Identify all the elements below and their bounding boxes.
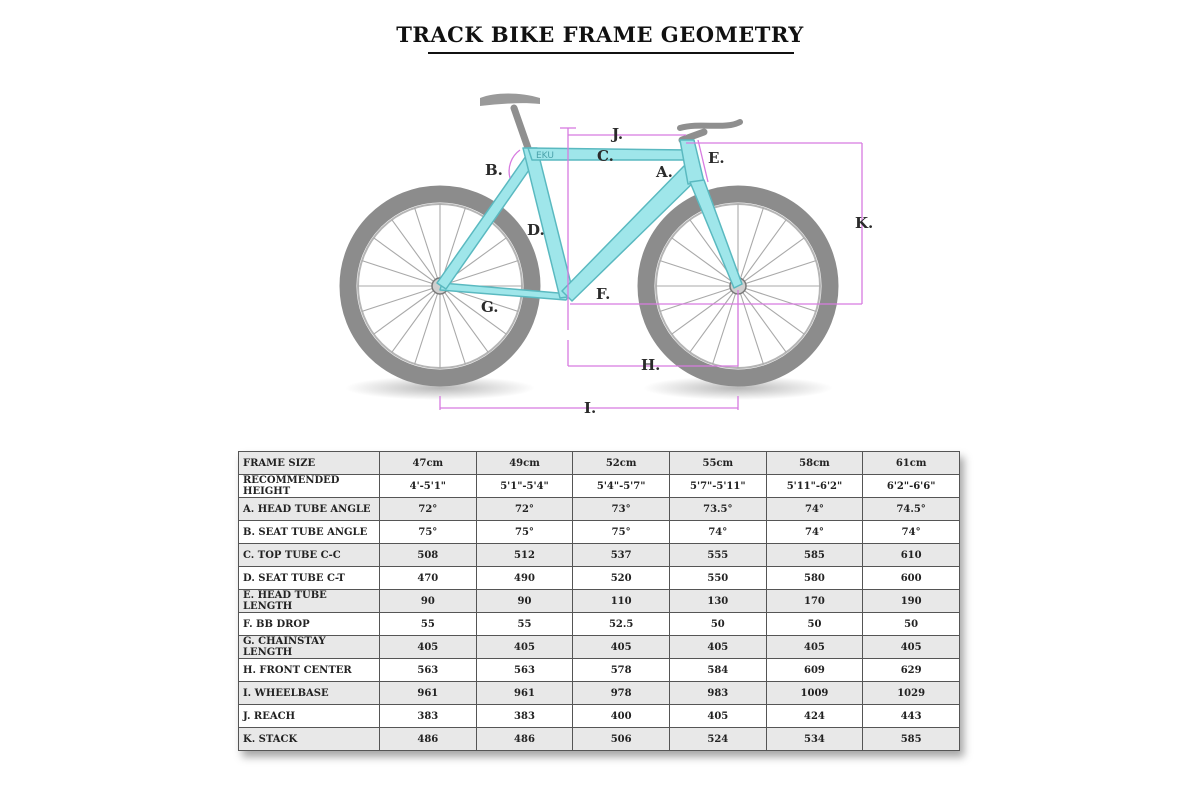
table-cell: 72°: [380, 498, 477, 521]
saddle-and-seatpost: [480, 94, 540, 149]
table-row: [239, 567, 960, 590]
table-row: [239, 659, 960, 682]
row-label: J. REACH: [239, 705, 380, 728]
table-cell: 52cm: [573, 452, 670, 475]
wheel-spoke: [374, 286, 440, 334]
table-cell: 90: [380, 590, 477, 613]
table-row: [239, 590, 960, 613]
table-row: [239, 544, 960, 567]
brand-mark: EKU: [536, 151, 554, 161]
table-cell: 90: [476, 590, 573, 613]
row-label: D. SEAT TUBE C-T: [239, 567, 380, 590]
table-cell: 443: [863, 705, 960, 728]
table-cell: 961: [380, 682, 477, 705]
label-h: H.: [641, 356, 661, 374]
table-cell: 512: [476, 544, 573, 567]
table-row: [239, 498, 960, 521]
table-cell: 600: [863, 567, 960, 590]
table-cell: 563: [476, 659, 573, 682]
table-cell: 55: [380, 613, 477, 636]
wheel-spoke: [672, 286, 738, 334]
rear-wheel: [348, 194, 532, 378]
table-row: [239, 475, 960, 498]
table-cell: 75°: [476, 521, 573, 544]
table-cell: 580: [766, 567, 863, 590]
table-row: [239, 636, 960, 659]
table-row: [239, 728, 960, 751]
table-cell: 170: [766, 590, 863, 613]
table-cell: 486: [380, 728, 477, 751]
table-cell: 50: [669, 613, 766, 636]
row-label: H. FRONT CENTER: [239, 659, 380, 682]
wheel-spoke: [738, 286, 763, 364]
table-cell: 405: [766, 636, 863, 659]
table-cell: 978: [573, 682, 670, 705]
handlebar-and-stem: [680, 122, 740, 140]
table-cell: 74°: [766, 521, 863, 544]
table-cell: 983: [669, 682, 766, 705]
table-cell: 74.5°: [863, 498, 960, 521]
table-cell: 61cm: [863, 452, 960, 475]
table-cell: 110: [573, 590, 670, 613]
label-i: I.: [584, 399, 597, 417]
label-d: D.: [527, 221, 545, 239]
wheel-spoke: [738, 238, 804, 286]
row-label: E. HEAD TUBE LENGTH: [239, 590, 380, 613]
row-label: K. STACK: [239, 728, 380, 751]
table-cell: 584: [669, 659, 766, 682]
table-cell: 609: [766, 659, 863, 682]
table-cell: 534: [766, 728, 863, 751]
wheel-spoke: [738, 220, 786, 286]
table-row: [239, 613, 960, 636]
table-cell: 55: [476, 613, 573, 636]
wheel-spoke: [362, 286, 440, 311]
table-cell: 563: [380, 659, 477, 682]
table-cell: 74°: [863, 521, 960, 544]
label-c: C.: [597, 147, 614, 165]
table-cell: 49cm: [476, 452, 573, 475]
label-k: K.: [855, 214, 874, 232]
table-cell: 520: [573, 567, 670, 590]
bike-frame: [437, 140, 742, 301]
wheel-spoke: [660, 286, 738, 311]
table-cell: 4'-5'1": [380, 475, 477, 498]
table-cell: 508: [380, 544, 477, 567]
label-b: B.: [485, 161, 503, 179]
table-cell: 550: [669, 567, 766, 590]
geometry-table-container: [238, 451, 960, 751]
table-cell: 405: [476, 636, 573, 659]
table-cell: 405: [380, 636, 477, 659]
table-cell: 470: [380, 567, 477, 590]
table-cell: 74°: [669, 521, 766, 544]
table-row: [239, 705, 960, 728]
wheel-spoke: [738, 286, 804, 334]
table-cell: 405: [669, 636, 766, 659]
wheel-spoke: [415, 208, 440, 286]
table-cell: 52.5: [573, 613, 670, 636]
table-cell: 555: [669, 544, 766, 567]
wheel-spoke: [440, 286, 488, 352]
table-cell: 55cm: [669, 452, 766, 475]
label-g: G.: [481, 298, 499, 316]
row-label: F. BB DROP: [239, 613, 380, 636]
row-label: FRAME SIZE: [239, 452, 380, 475]
label-f: F.: [596, 285, 611, 303]
table-cell: 73°: [573, 498, 670, 521]
table-cell: 400: [573, 705, 670, 728]
table-cell: 537: [573, 544, 670, 567]
table-row: [239, 682, 960, 705]
table-cell: 47cm: [380, 452, 477, 475]
wheel-spoke: [374, 238, 440, 286]
table-cell: 5'4"-5'7": [573, 475, 670, 498]
wheel-spoke: [738, 261, 816, 286]
table-cell: 75°: [380, 521, 477, 544]
table-cell: 424: [766, 705, 863, 728]
row-label: B. SEAT TUBE ANGLE: [239, 521, 380, 544]
table-cell: 73.5°: [669, 498, 766, 521]
geometry-table: [238, 451, 960, 751]
row-label: I. WHEELBASE: [239, 682, 380, 705]
table-cell: 585: [863, 728, 960, 751]
table-row: [239, 521, 960, 544]
table-header-row: [239, 452, 960, 475]
table-cell: 190: [863, 590, 960, 613]
table-cell: 486: [476, 728, 573, 751]
row-label: A. HEAD TUBE ANGLE: [239, 498, 380, 521]
wheel-spoke: [738, 286, 786, 352]
page-title: TRACK BIKE FRAME GEOMETRY: [396, 22, 804, 47]
wheel-spoke: [415, 286, 440, 364]
table-cell: 506: [573, 728, 670, 751]
wheel-spoke: [738, 286, 816, 311]
table-cell: 50: [766, 613, 863, 636]
row-label: C. TOP TUBE C-C: [239, 544, 380, 567]
table-cell: 1009: [766, 682, 863, 705]
table-cell: 6'2"-6'6": [863, 475, 960, 498]
table-cell: 961: [476, 682, 573, 705]
label-j: J.: [612, 125, 624, 143]
table-cell: 405: [863, 636, 960, 659]
table-cell: 75°: [573, 521, 670, 544]
row-label: RECOMMENDED HEIGHT: [239, 475, 380, 498]
wheel-spoke: [362, 261, 440, 286]
row-label: G. CHAINSTAY LENGTH: [239, 636, 380, 659]
wheel-spoke: [738, 208, 763, 286]
wheel-spoke: [392, 220, 440, 286]
table-cell: 490: [476, 567, 573, 590]
table-cell: 383: [380, 705, 477, 728]
table-cell: 5'11"-6'2": [766, 475, 863, 498]
wheel-spoke: [713, 286, 738, 364]
table-cell: 405: [573, 636, 670, 659]
table-cell: 1029: [863, 682, 960, 705]
table-cell: 405: [669, 705, 766, 728]
table-cell: 72°: [476, 498, 573, 521]
table-cell: 58cm: [766, 452, 863, 475]
table-cell: 383: [476, 705, 573, 728]
table-cell: 629: [863, 659, 960, 682]
table-cell: 5'1"-5'4": [476, 475, 573, 498]
table-cell: 578: [573, 659, 670, 682]
wheel-spoke: [392, 286, 440, 352]
label-e: E.: [708, 149, 725, 167]
table-cell: 585: [766, 544, 863, 567]
table-cell: 524: [669, 728, 766, 751]
wheel-spoke: [440, 286, 465, 364]
table-cell: 74°: [766, 498, 863, 521]
wheel-spoke: [690, 286, 738, 352]
label-a: A.: [656, 163, 673, 181]
table-cell: 5'7"-5'11": [669, 475, 766, 498]
table-cell: 610: [863, 544, 960, 567]
table-cell: 130: [669, 590, 766, 613]
table-cell: 50: [863, 613, 960, 636]
